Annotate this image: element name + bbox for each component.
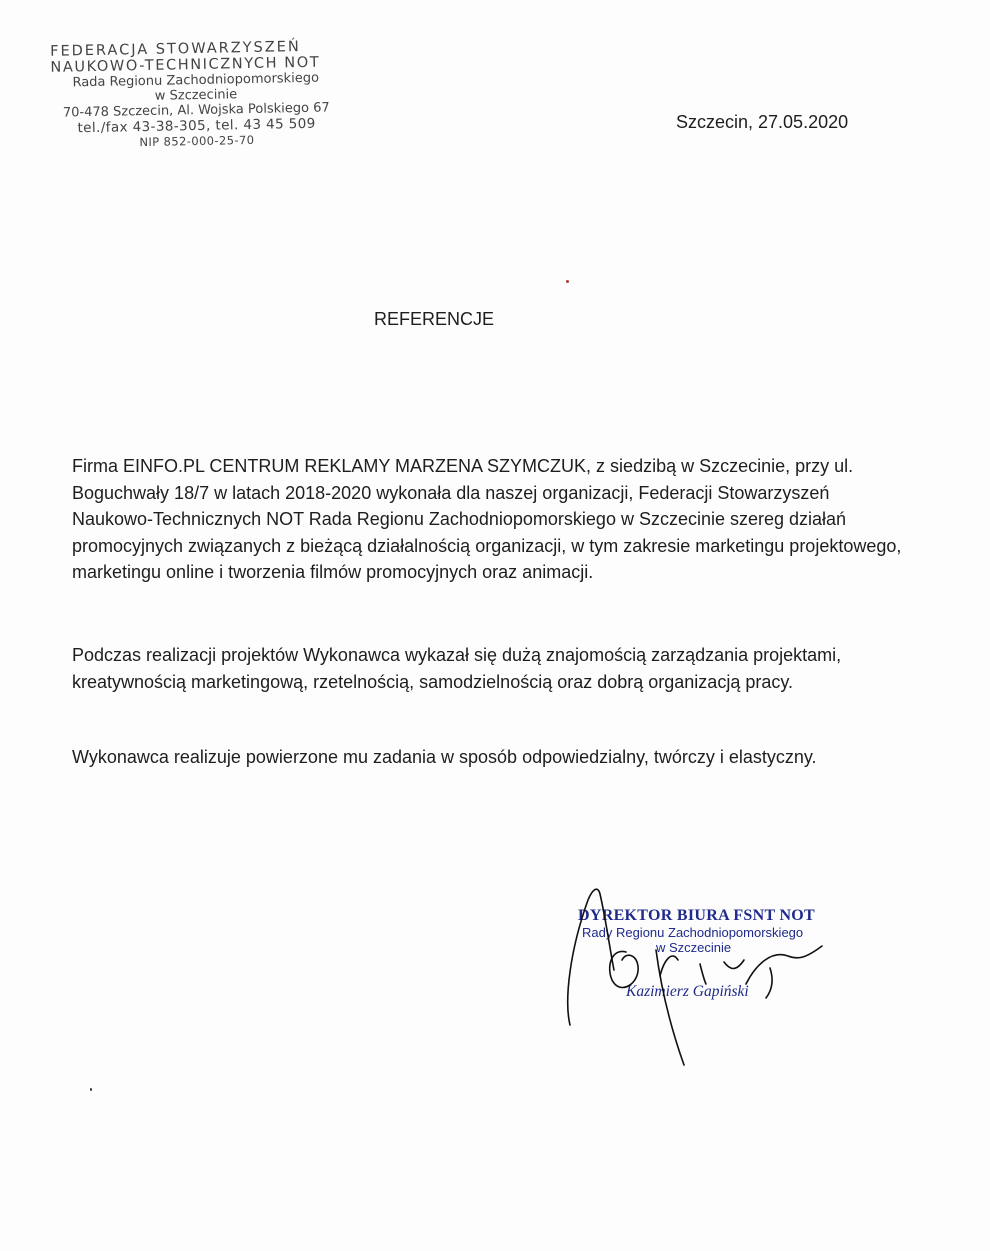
handwritten-signature [560, 880, 840, 1070]
stamp-line: Rady Regionu Zachodniopomorskiego [582, 925, 804, 940]
letterhead-address: 70-478 Szczecin, Al. Wojska Polskiego 67 [62, 100, 330, 121]
body-paragraph: Wykonawca realizuje powierzone mu zadania w sposób odpowiedzialny, twórczy i elastyczny. [72, 747, 817, 767]
letterhead-phone: tel./fax 43-38-305, tel. 43 45 509 [77, 115, 316, 137]
stamp-title: DYREKTOR BIURA FSNT NOT [578, 907, 816, 924]
letterhead-line: w Szczecinie [154, 87, 238, 104]
stamp-name: Kazimierz Gapiński [626, 983, 749, 1000]
document-title: REFERENCJE [374, 309, 495, 329]
body-paragraph: Podczas realizacji projektów Wykonawca wykazał się dużą znajomością zarządzania projektami, kreatywnością marketingową, rzetelnością, samodzielnością oraz dobrą organizacją pracy. [72, 645, 842, 692]
letterhead-line: Rada Regionu Zachodniopomorskiego [72, 70, 320, 91]
scan-speck [566, 280, 569, 283]
letterhead-stamp [40, 38, 352, 152]
letterhead-line: FEDERACJA STOWARZYSZEŃ [49, 38, 301, 60]
letterhead-line: NAUKOWO-TECHNICZNYCH NOT [50, 54, 321, 76]
letter-date: Szczecin, 27.05.2020 [676, 112, 849, 132]
body-paragraph: Firma EINFO.PL CENTRUM REKLAMY MARZENA SZYMCZUK, z siedzibą w Szczecinie, przy ul. Boguchwały 18/7 w latach 2018-2020 wykonała dla naszej organizacji, Federacji Stowarzyszeń Naukowo-Technicznych NOT Rada Regionu Zachodniopomorskiego w Szczecinie szereg działań promocyjnych związanych z bieżącą działalnością organizacji, w tym zakresie marketingu projektowego, marketingu online i tworzenia filmów promocyjnych oraz animacji. [72, 456, 902, 582]
scan-speck [90, 1088, 92, 1091]
stamp-line: w Szczecinie [656, 940, 732, 955]
letterhead-nip: NIP 852-000-25-70 [139, 132, 255, 150]
